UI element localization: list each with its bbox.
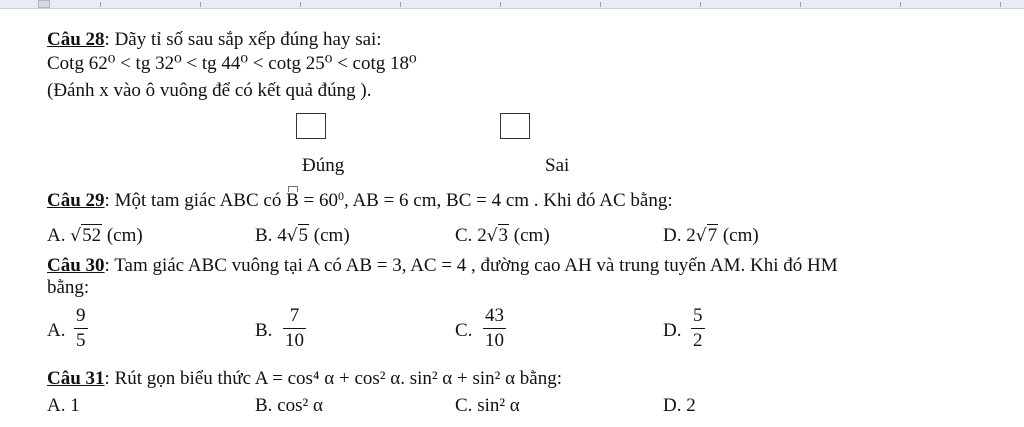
angle-b: B — [286, 190, 299, 211]
option-value: cos² α — [277, 395, 323, 416]
degree-mark: 0 — [338, 189, 344, 203]
numerator: 5 — [693, 305, 703, 326]
ruler-tick — [100, 2, 101, 7]
coefficient: 2 — [477, 225, 487, 246]
ruler — [0, 0, 1024, 9]
unit: (cm) — [313, 225, 350, 246]
question-31 — [47, 368, 562, 390]
fraction-bar — [483, 328, 506, 329]
question-text: : Một tam giác ABC có — [104, 190, 287, 211]
numerator: 7 — [289, 305, 300, 326]
true-label: Đúng — [302, 155, 345, 176]
option-letter: D. — [663, 395, 682, 416]
option-letter: D. — [663, 225, 682, 246]
question-text: : Rút gọn biểu thức A = cos⁴ α + cos² α. sin² α + sin² α bằng: — [104, 368, 563, 389]
radicand: 52 — [82, 225, 102, 246]
question-label: Câu 28 — [47, 29, 105, 50]
option-a[interactable] — [47, 225, 143, 247]
fraction — [283, 305, 306, 352]
option-value: 2 — [686, 395, 696, 416]
radical-sign: √ — [486, 226, 498, 246]
radicand: 7 — [707, 225, 718, 246]
coefficient: 4 — [277, 225, 287, 246]
ruler-tick — [900, 2, 901, 7]
unit: (cm) — [106, 225, 143, 246]
q30-continuation: bằng: — [47, 277, 90, 298]
denominator: 10 — [285, 330, 304, 351]
fraction — [483, 305, 506, 352]
option-b[interactable] — [255, 225, 350, 247]
ruler-tick — [200, 2, 201, 7]
question-text: : Dãy tỉ số sau sắp xếp đúng hay sai: — [104, 29, 382, 50]
radicand: 3 — [498, 225, 509, 246]
question-text: = 60 — [298, 190, 338, 211]
unit: (cm) — [722, 225, 759, 246]
ruler-tick — [1000, 2, 1001, 7]
option-a[interactable] — [47, 395, 80, 417]
denominator: 2 — [693, 330, 703, 351]
denominator: 5 — [76, 330, 86, 351]
fraction — [691, 305, 705, 352]
sqrt-expression — [686, 225, 718, 247]
question-text: : Tam giác ABC vuông tại A có AB = 3, AC = 4 , đường cao AH và trung tuyến AM. Khi đó HM — [104, 255, 838, 276]
numerator: 43 — [485, 305, 504, 326]
option-a-letter[interactable]: A. — [47, 320, 66, 341]
option-d[interactable] — [663, 225, 759, 247]
false-label: Sai — [545, 155, 570, 176]
option-letter: C. — [455, 225, 473, 246]
ruler-tick — [600, 2, 601, 7]
sqrt-expression — [277, 225, 309, 247]
ruler-tick — [300, 2, 301, 7]
option-c-letter[interactable]: C. — [455, 320, 473, 341]
radicand: 5 — [298, 225, 309, 246]
option-d-letter[interactable]: D. — [663, 320, 682, 341]
ruler-tick — [400, 2, 401, 7]
question-text: , AB = 6 cm, BC = 4 cm . Khi đó AC bằng: — [344, 190, 673, 211]
option-value: 1 — [70, 395, 80, 416]
option-letter: A. — [47, 225, 66, 246]
question-28 — [47, 29, 382, 51]
fraction-bar — [283, 328, 306, 329]
ruler-marker[interactable] — [38, 0, 50, 8]
false-checkbox[interactable] — [500, 113, 530, 139]
option-value: sin² α — [477, 395, 520, 416]
unit: (cm) — [513, 225, 550, 246]
denominator: 10 — [485, 330, 504, 351]
sqrt-expression — [70, 225, 102, 247]
option-letter: B. — [255, 225, 273, 246]
radical-sign: √ — [695, 226, 707, 246]
fraction — [74, 305, 88, 352]
radical-sign: √ — [286, 226, 298, 246]
option-letter: A. — [47, 395, 66, 416]
q28-instruction: (Đánh x vào ô vuông để có kết quả đúng ). — [47, 80, 372, 101]
coefficient: 2 — [686, 225, 696, 246]
question-29 — [47, 190, 673, 212]
q28-expression: Cotg 62⁰ < tg 32⁰ < tg 44⁰ < cotg 25⁰ < cotg 18⁰ — [47, 53, 417, 74]
sqrt-expression — [477, 225, 509, 247]
radical-sign: √ — [70, 226, 82, 246]
question-30 — [47, 255, 838, 277]
question-label: Câu 31 — [47, 368, 105, 389]
ruler-tick — [700, 2, 701, 7]
option-c[interactable] — [455, 225, 550, 247]
option-letter: C. — [455, 395, 473, 416]
question-label: Câu 30 — [47, 255, 105, 276]
fraction-bar — [74, 328, 88, 329]
fraction-bar — [691, 328, 705, 329]
ruler-tick — [800, 2, 801, 7]
true-checkbox[interactable] — [296, 113, 326, 139]
ruler-tick — [500, 2, 501, 7]
option-b[interactable] — [255, 395, 323, 417]
option-letter: B. — [255, 395, 273, 416]
numerator: 9 — [76, 305, 86, 326]
option-d[interactable] — [663, 395, 696, 417]
option-b-letter[interactable]: B. — [255, 320, 273, 341]
option-c[interactable] — [455, 395, 520, 417]
question-label: Câu 29 — [47, 190, 105, 211]
